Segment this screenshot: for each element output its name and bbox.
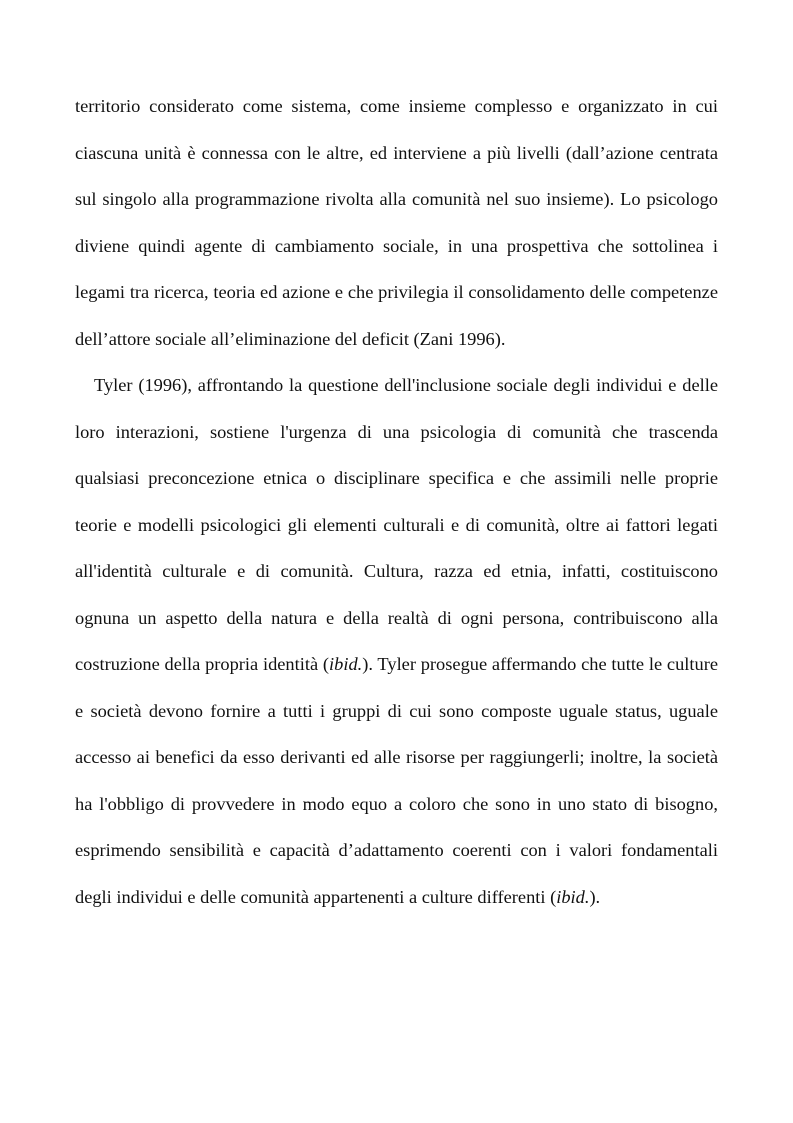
paragraph-1-text: territorio considerato come sistema, come insieme complesso e organizzato in cui ciascuna unità è connessa con le altre, ed interviene a più livelli (dall’azione centrata sul singolo alla programmazione rivolta alla comunità nel suo insieme). Lo psicologo diviene quindi agente di cambiamento sociale, in una prospettiva che sottolinea i legami tra ricerca, teoria ed azione e che privilegia il consolidamento delle competenze dell’attore sociale all’eliminazione del deficit (Zani 1996). [75,96,718,349]
citation-ibid: ibid. [329,654,363,674]
paragraph-2-text-c: ). [589,886,601,907]
paragraph-2-text-a: Tyler (1996), affrontando la questione dell'inclusione sociale degli individui e delle loro interazioni, sostiene l'urgenza di una psicologia di comunità che trascenda qualsiasi preconcezione etnica o disciplinare specifica e che assimili nelle proprie teorie e modelli psicologici gli elementi culturali e di comunità, oltre ai fattori legati all'identità culturale e di comunità. Cultura, razza ed etnia, infatti, costituiscono ognuna un aspetto della natura e della realtà di ogni persona, contribuiscono alla costruzione della propria identità ( [75,375,718,674]
paragraph-2-text-b: ). Tyler prosegue affermando che tutte le culture e società devono fornire a tutti i gruppi di cui sono composte uguale status, uguale accesso ai benefici da esso derivanti ed alle risorse per raggiungerli; inoltre, la società ha l'obbligo di provvedere in modo equo a coloro che sono in uno stato di bisogno, esprimendo sensibilità e capacità d’adattamento coerenti con i valori fondamentali degli individui e delle comunità appartenenti a culture differenti ( [75,654,718,907]
citation-ibid: ibid. [556,886,590,907]
paragraph-2 [75,362,718,920]
paragraph-1 [75,83,718,362]
document-page [75,83,718,920]
